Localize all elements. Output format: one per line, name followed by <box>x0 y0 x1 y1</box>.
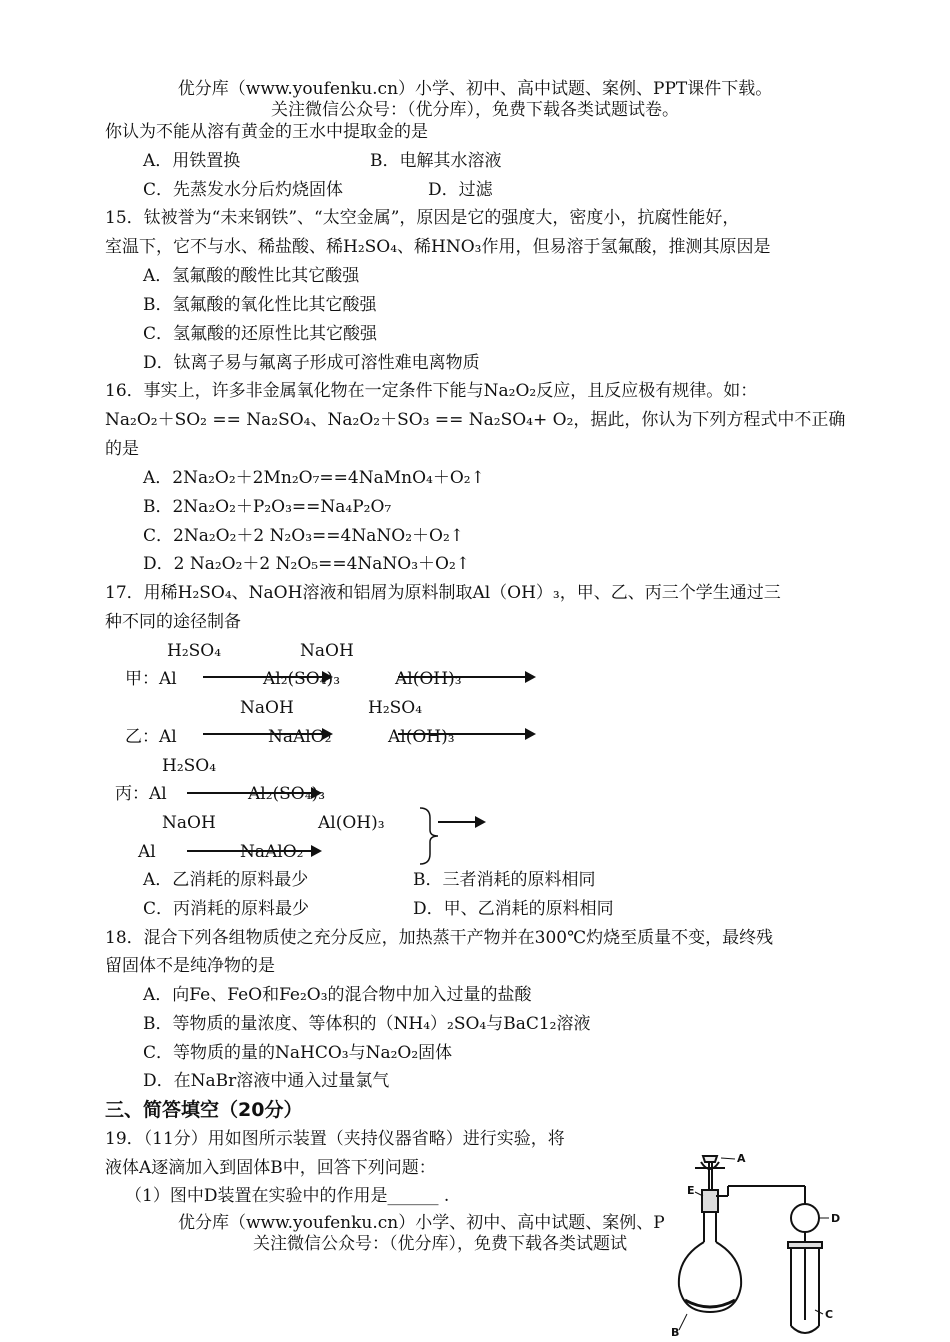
footer-line-2: 关注微信公众号：（优分库），免费下载各类试题试 <box>253 1234 627 1254</box>
figure-label-d: D <box>831 1212 841 1225</box>
figure-label-e: E <box>687 1184 695 1197</box>
q17-option-b: B．三者消耗的原料相同 <box>413 870 596 890</box>
q15-option-b: B．氢氟酸的氧化性比其它酸强 <box>143 295 377 315</box>
q17-stem-line-1: 17．用稀H₂SO₄、NaOH溶液和铝屑为原料制取Al（OH）₃，甲、乙、丙三个学生通过三 <box>105 583 781 603</box>
q14-option-b: B．电解其水溶液 <box>370 151 502 171</box>
q18-option-c: C．等物质的量的NaHCO₃与Na₂O₂固体 <box>143 1043 453 1063</box>
q15-option-a: A．氢氟酸的酸性比其它酸强 <box>143 266 360 286</box>
route-bing-reagent-1: H₂SO₄ <box>162 756 217 776</box>
q14-option-d: D．过滤 <box>428 180 493 200</box>
section-3-heading: 三、简答填空（20分） <box>105 1099 303 1121</box>
route-yi-product-1: NaAlO₂ <box>268 727 332 747</box>
route-yi-reagent-2: H₂SO₄ <box>368 698 423 718</box>
q18-stem-line-2: 留固体不是纯净物的是 <box>105 956 275 976</box>
route-jia-product-1: Al₂(SO₄)₃ <box>263 669 341 689</box>
q17-option-d: D．甲、乙消耗的原料相同 <box>413 899 614 919</box>
footer-line-1: 优分库（www.youfenku.cn）小学、初中、高中试题、案例、P <box>178 1213 665 1233</box>
header-line-1: 优分库（www.youfenku.cn）小学、初中、高中试题、案例、PPT课件下载。 <box>177 79 773 99</box>
q17-option-c: C．丙消耗的原料最少 <box>143 899 310 919</box>
route-bing-arrow-3 <box>438 821 484 823</box>
q17-option-a: A．乙消耗的原料最少 <box>143 870 309 890</box>
route-bing-product-3: Al(OH)₃ <box>318 813 385 833</box>
route-bing-product-1: Al₂(SO₄)₃ <box>248 784 326 804</box>
q16-stem-line-1: 16．事实上，许多非金属氧化物在一定条件下能与Na₂O₂反应，且反应极有规律。如： <box>105 381 758 401</box>
route-jia-reagent-2: NaOH <box>300 641 354 661</box>
q19-stem-line-2: 液体A逐滴加入到固体B中，回答下列问题： <box>105 1158 436 1178</box>
q19-sub-question-1: （1）图中D装置在实验中的作用是______ . <box>125 1186 450 1206</box>
q15-option-c: C．氢氟酸的还原性比其它酸强 <box>143 324 378 344</box>
figure-label-a: A <box>737 1152 746 1165</box>
route-bing-product-2: NaAlO₂ <box>240 842 304 862</box>
q15-stem-line-1: 15．钛被誉为“未来钢铁”、“太空金属”，原因是它的强度大，密度小，抗腐性能好， <box>105 208 740 228</box>
route-bing-brace <box>418 806 440 866</box>
route-jia-product-2: Al(OH)₃ <box>395 669 462 689</box>
q18-option-a: A．向Fe、FeO和Fe₂O₃的混合物中加入过量的盐酸 <box>143 985 532 1005</box>
q16-stem-line-3: 的是 <box>105 439 139 459</box>
route-bing-start: 丙：Al <box>115 784 167 804</box>
route-bing-start-2: Al <box>138 842 156 862</box>
q15-option-d: D．钛离子易与氟离子形成可溶性难电离物质 <box>143 353 480 373</box>
q18-option-b: B．等物质的量浓度、等体积的（NH₄）₂SO₄与BaC1₂溶液 <box>143 1014 591 1034</box>
route-bing-reagent-2: NaOH <box>162 813 216 833</box>
q16-option-d: D．2 Na₂O₂＋2 N₂O₅==4NaNO₃＋O₂↑ <box>143 554 471 574</box>
q18-stem-line-1: 18．混合下列各组物质使之充分反应，加热蒸干产物并在300℃灼烧至质量不变，最终残 <box>105 928 774 948</box>
q16-option-b: B．2Na₂O₂＋P₂O₃==Na₄P₂O₇ <box>143 497 392 517</box>
figure-label-b: B <box>671 1326 680 1339</box>
q16-option-a: A．2Na₂O₂＋2Mn₂O₇==4NaMnO₄＋O₂↑ <box>143 468 485 488</box>
q15-stem-line-2: 室温下，它不与水、稀盐酸、稀H₂SO₄、稀HNO₃作用，但易溶于氢氟酸，推测其原因是 <box>105 237 771 257</box>
q16-stem-line-2: Na₂O₂＋SO₂ == Na₂SO₄、Na₂O₂＋SO₃ == Na₂SO₄+ O₂，据此，你认为下列方程式中不正确 <box>105 410 846 430</box>
figure-label-c: C <box>825 1308 834 1321</box>
route-jia-reagent-1: H₂SO₄ <box>167 641 222 661</box>
route-yi-product-2: Al(OH)₃ <box>388 727 455 747</box>
q18-option-d: D．在NaBr溶液中通入过量氯气 <box>143 1071 390 1091</box>
q14-option-c: C．先蒸发水分后灼烧固体 <box>143 180 344 200</box>
q14-option-a: A．用铁置换 <box>143 151 241 171</box>
q14-stem: 你认为不能从溶有黄金的王水中提取金的是 <box>105 122 428 142</box>
apparatus-figure <box>665 1150 845 1342</box>
q16-option-c: C．2Na₂O₂＋2 N₂O₃==4NaNO₂＋O₂↑ <box>143 526 464 546</box>
q17-stem-line-2: 种不同的途径制备 <box>105 612 241 632</box>
q19-stem-line-1: 19．（11分）用如图所示装置（夹持仪器省略）进行实验，将 <box>105 1129 565 1149</box>
route-yi-reagent-1: NaOH <box>240 698 294 718</box>
header-line-2: 关注微信公众号：（优分库），免费下载各类试题试卷。 <box>271 100 679 120</box>
route-jia-start: 甲：Al <box>125 669 177 689</box>
route-yi-start: 乙：Al <box>125 727 177 747</box>
